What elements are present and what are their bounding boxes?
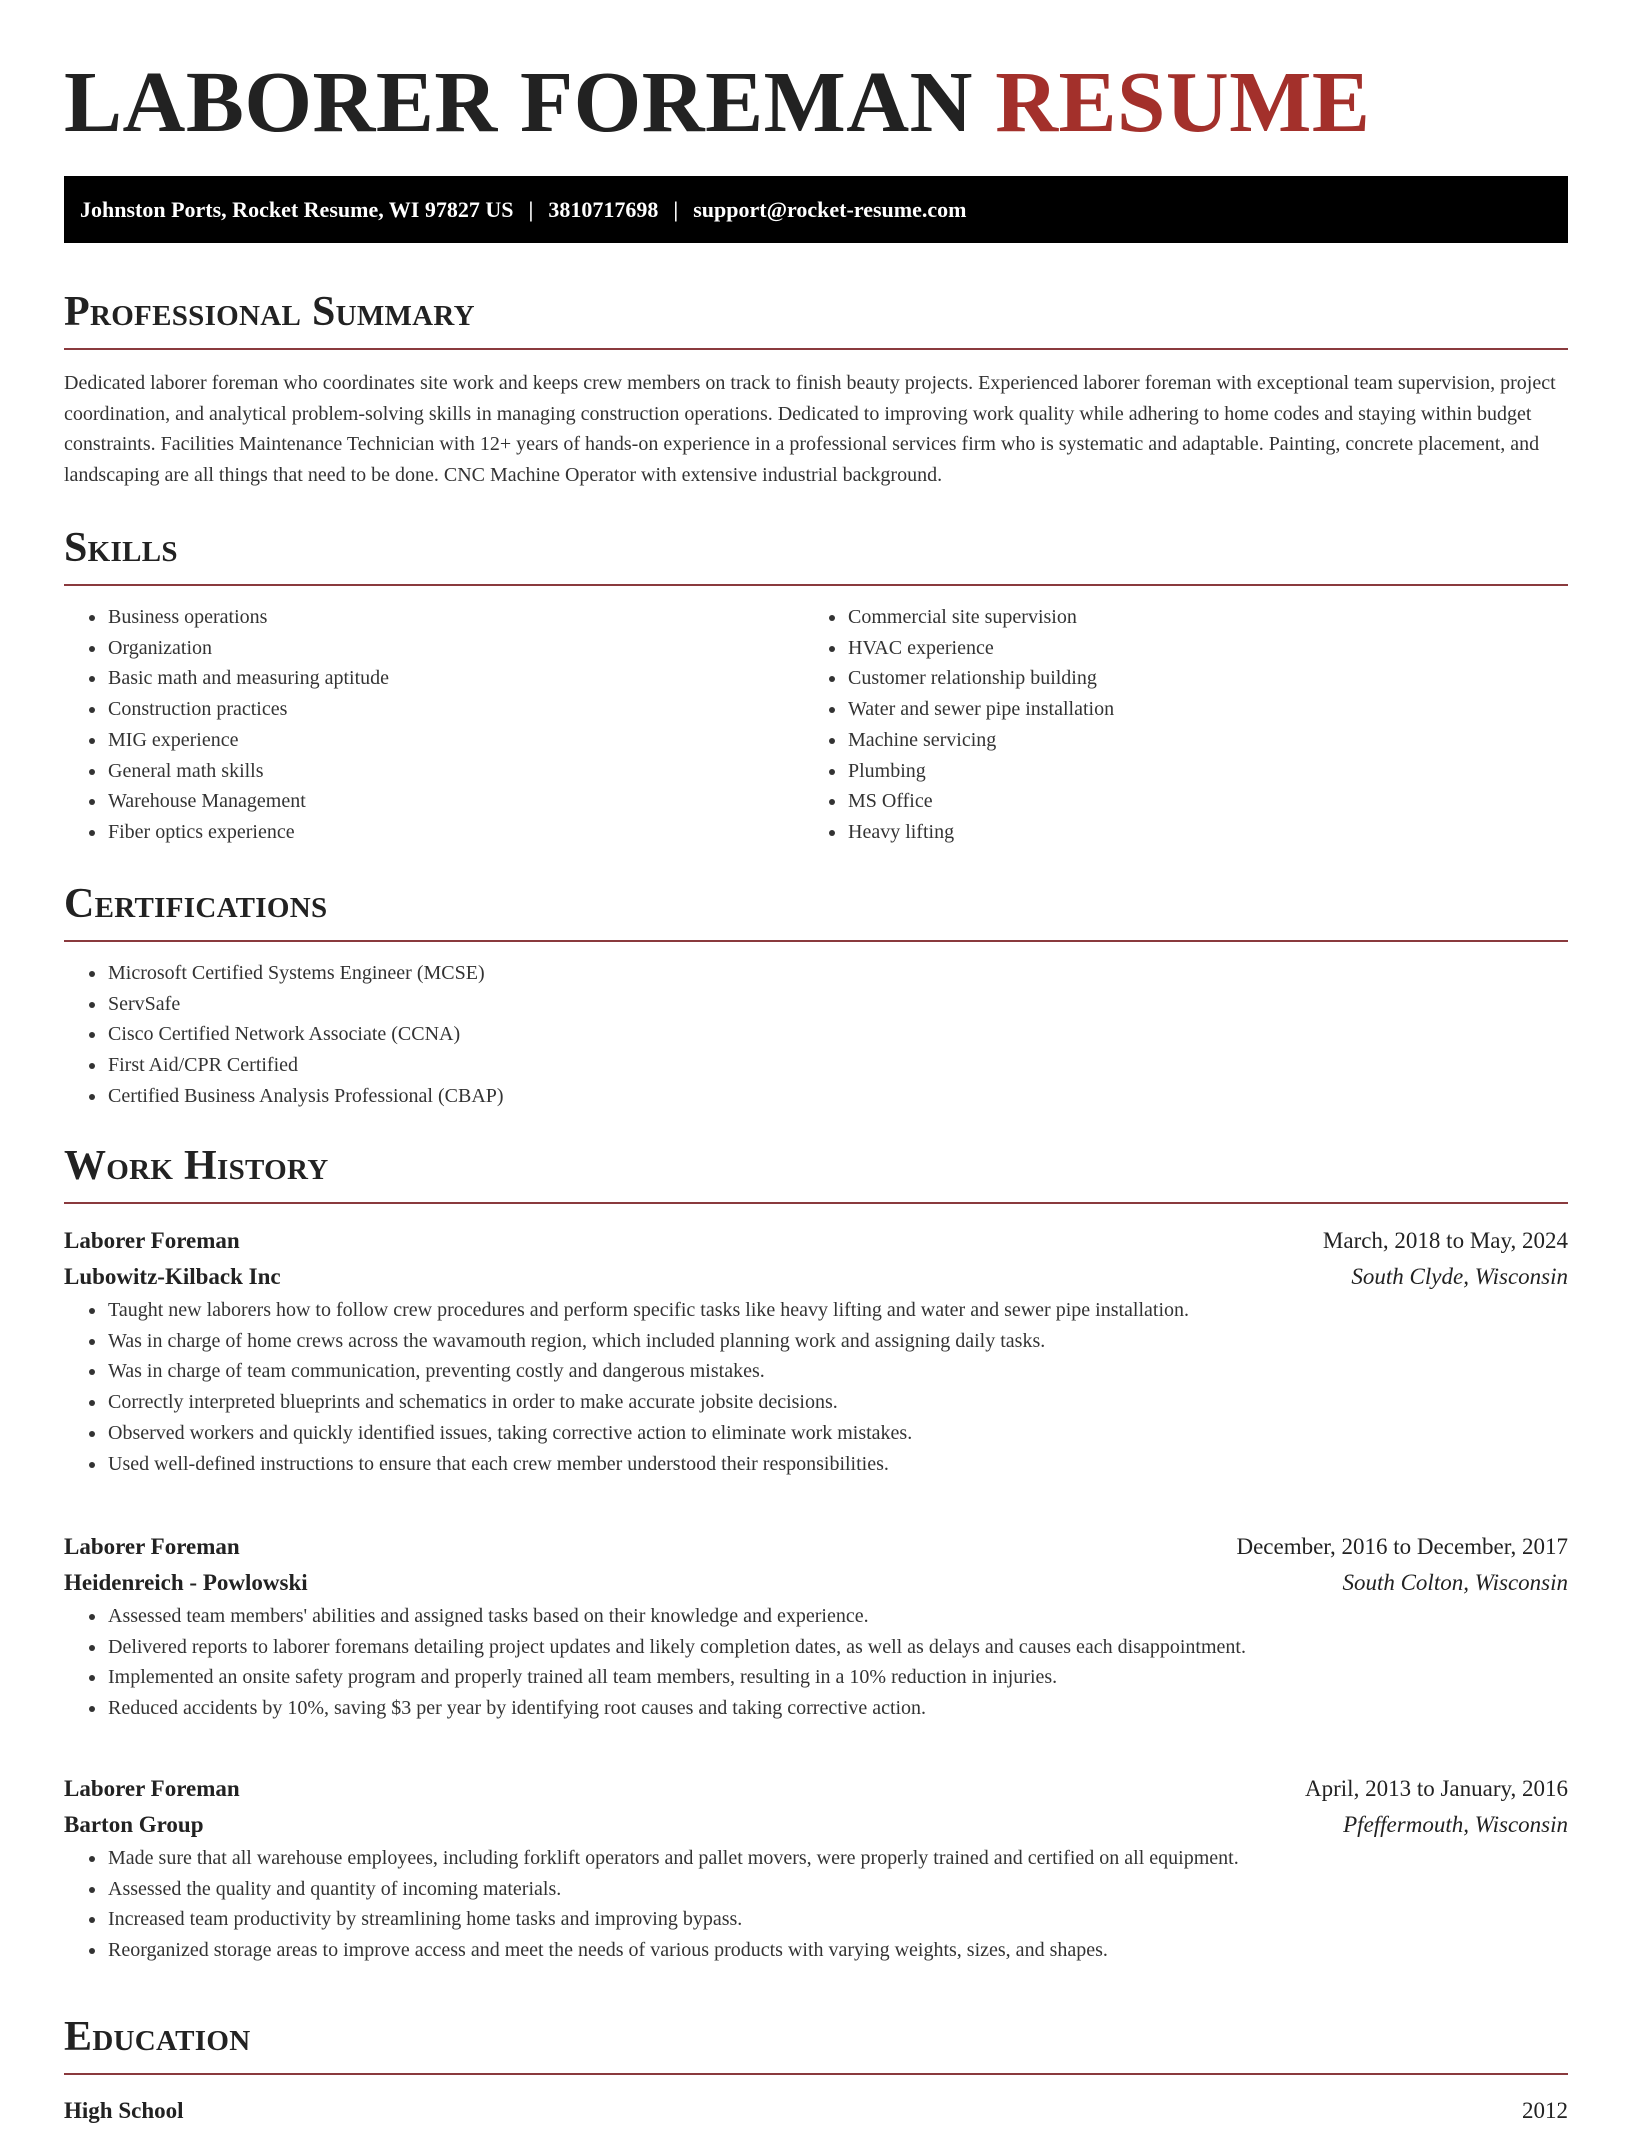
job-company: Heidenreich - Powlowski [64, 1570, 308, 1595]
job-duties-list [64, 1601, 1568, 1724]
section-title: Certifications [64, 881, 328, 927]
section-title: Work History [64, 1143, 329, 1189]
job-duties-list [64, 1295, 1568, 1479]
job-duty-item: • Was in charge of team communication, preventing costly and dangerous mistakes. [107, 1356, 1568, 1387]
job-duty-item: • Assessed team members' abilities and assigned tasks based on their knowledge and experience. [107, 1601, 1568, 1632]
contact-phone: 3810717698 [548, 196, 659, 222]
job-dates: December, 2016 to December, 2017 [1236, 1534, 1568, 1559]
certifications-list [64, 958, 1568, 1112]
job-company-row [64, 1565, 1568, 1601]
education-entry [64, 2093, 1568, 2129]
job-header-row [64, 1529, 1568, 1565]
professional-summary-section [64, 286, 1568, 490]
job-company: Barton Group [64, 1812, 204, 1837]
job-location: South Colton, Wisconsin [1342, 1570, 1568, 1595]
job-entry [64, 1529, 1568, 1724]
skill-item: • Business operations [107, 602, 804, 633]
skill-item: • HVAC experience [847, 633, 1544, 664]
skills-section [64, 522, 1568, 848]
skill-item: • Commercial site supervision [847, 602, 1544, 633]
section-divider [64, 348, 1568, 350]
job-duty-item: • Increased team productivity by streamlining home tasks and improving bypass. [107, 1904, 1568, 1935]
skill-item: • Organization [107, 633, 804, 664]
skill-item: • Warehouse Management [107, 786, 804, 817]
certification-item: • Certified Business Analysis Professional (CBAP) [107, 1081, 1568, 1112]
education-degree: High School [64, 2098, 184, 2123]
skill-item: • Construction practices [107, 694, 804, 725]
resume-page [64, 0, 1568, 2123]
job-title: Laborer Foreman [64, 1534, 240, 1559]
section-title: Education [64, 2014, 251, 2060]
education-section [64, 2011, 1568, 2075]
certification-item: • Cisco Certified Network Associate (CCNA) [107, 1019, 1568, 1050]
certifications-section [64, 878, 1568, 1112]
job-title: Laborer Foreman [64, 1776, 240, 1801]
contact-email: support@rocket-resume.com [693, 196, 967, 222]
job-duty-item: • Used well-defined instructions to ensure that each crew member understood their responsibilities. [107, 1449, 1568, 1480]
skills-column-left [64, 602, 804, 848]
contact-separator: | [528, 196, 534, 222]
skill-item: • Machine servicing [847, 725, 1544, 756]
job-duty-item: • Implemented an onsite safety program and properly trained all team members, resulting in a 10% reduction in injuries. [107, 1662, 1568, 1693]
job-header-row [64, 1771, 1568, 1807]
section-divider [64, 940, 1568, 942]
summary-paragraph: Dedicated laborer foreman who coordinates site work and keeps crew members on track to finish beauty projects. Experienced laborer foreman with exceptional team supervision, project coordination, and analytical problem-solving skills in managing construction operations. Dedicated to improving work quality while adhering to home codes and staying within budget constraints. Facilities Maintenance Technician with 12+ years of hands-on experience in a professional services firm who is systematic and adaptable. Painting, concrete placement, and landscaping are all things that need to be done. CNC Machine Operator with extensive industrial background. [64, 372, 1556, 486]
skill-item: • MS Office [847, 786, 1544, 817]
section-title: Professional Summary [64, 289, 475, 335]
job-location: Pfeffermouth, Wisconsin [1343, 1812, 1568, 1837]
contact-address: Johnston Ports, Rocket Resume, WI 97827 US [80, 196, 514, 222]
section-title: Skills [64, 525, 178, 571]
job-duty-item: • Reorganized storage areas to improve access and meet the needs of various products with varying weights, sizes, and shapes. [107, 1935, 1568, 1966]
certification-item: • ServSafe [107, 989, 1568, 1020]
skills-grid [64, 602, 1568, 848]
job-duty-item: • Made sure that all warehouse employees, including forklift operators and pallet movers, were properly trained and certified on all equipment. [107, 1843, 1568, 1874]
job-company-row [64, 1807, 1568, 1843]
job-dates: April, 2013 to January, 2016 [1305, 1776, 1568, 1801]
job-entry [64, 1771, 1568, 1966]
job-duty-item: • Taught new laborers how to follow crew procedures and perform specific tasks like heavy lifting and water and sewer pipe installation. [107, 1295, 1568, 1326]
work-history-section [64, 1140, 1568, 1204]
job-duty-item: • Delivered reports to laborer foremans detailing project updates and likely completion dates, as well as delays and causes each disappointment. [107, 1632, 1568, 1663]
job-duty-item: • Was in charge of home crews across the wavamouth region, which included planning work and assigning daily tasks. [107, 1326, 1568, 1357]
skills-list [64, 602, 804, 848]
contact-separator: | [673, 196, 679, 222]
job-duty-item: • Correctly interpreted blueprints and schematics in order to make accurate jobsite decisions. [107, 1387, 1568, 1418]
contact-bar [64, 176, 1568, 243]
job-title: Laborer Foreman [64, 1228, 240, 1253]
certification-item: • First Aid/CPR Certified [107, 1050, 1568, 1081]
skill-item: • Plumbing [847, 756, 1544, 787]
skill-item: • Water and sewer pipe installation [847, 694, 1544, 725]
education-year: 2012 [1522, 2098, 1568, 2123]
job-entry [64, 1223, 1568, 1479]
certification-item: • Microsoft Certified Systems Engineer (MCSE) [107, 958, 1568, 989]
job-location: South Clyde, Wisconsin [1351, 1264, 1568, 1289]
job-duty-item: • Reduced accidents by 10%, saving $3 per year by identifying root causes and taking corrective action. [107, 1693, 1568, 1724]
job-duty-item: • Observed workers and quickly identified issues, taking corrective action to eliminate work mistakes. [107, 1418, 1568, 1449]
job-company: Lubowitz-Kilback Inc [64, 1264, 281, 1289]
section-divider [64, 584, 1568, 586]
section-divider [64, 1202, 1568, 1204]
skill-item: • Basic math and measuring aptitude [107, 663, 804, 694]
resume-heading [64, 0, 1568, 152]
job-duty-item: • Assessed the quality and quantity of incoming materials. [107, 1874, 1568, 1905]
skills-list [804, 602, 1544, 848]
job-duties-list [64, 1843, 1568, 1966]
skill-item: • Heavy lifting [847, 817, 1544, 848]
skills-column-right [804, 602, 1544, 848]
job-dates: March, 2018 to May, 2024 [1322, 1228, 1568, 1253]
skill-item: • General math skills [107, 756, 804, 787]
heading-accent-text: RESUME [995, 53, 1371, 150]
section-divider [64, 2073, 1568, 2075]
skill-item: • Customer relationship building [847, 663, 1544, 694]
job-company-row [64, 1259, 1568, 1295]
job-header-row [64, 1223, 1568, 1259]
skill-item: • MIG experience [107, 725, 804, 756]
heading-main-text: LABORER FOREMAN [64, 53, 973, 150]
skill-item: • Fiber optics experience [107, 817, 804, 848]
